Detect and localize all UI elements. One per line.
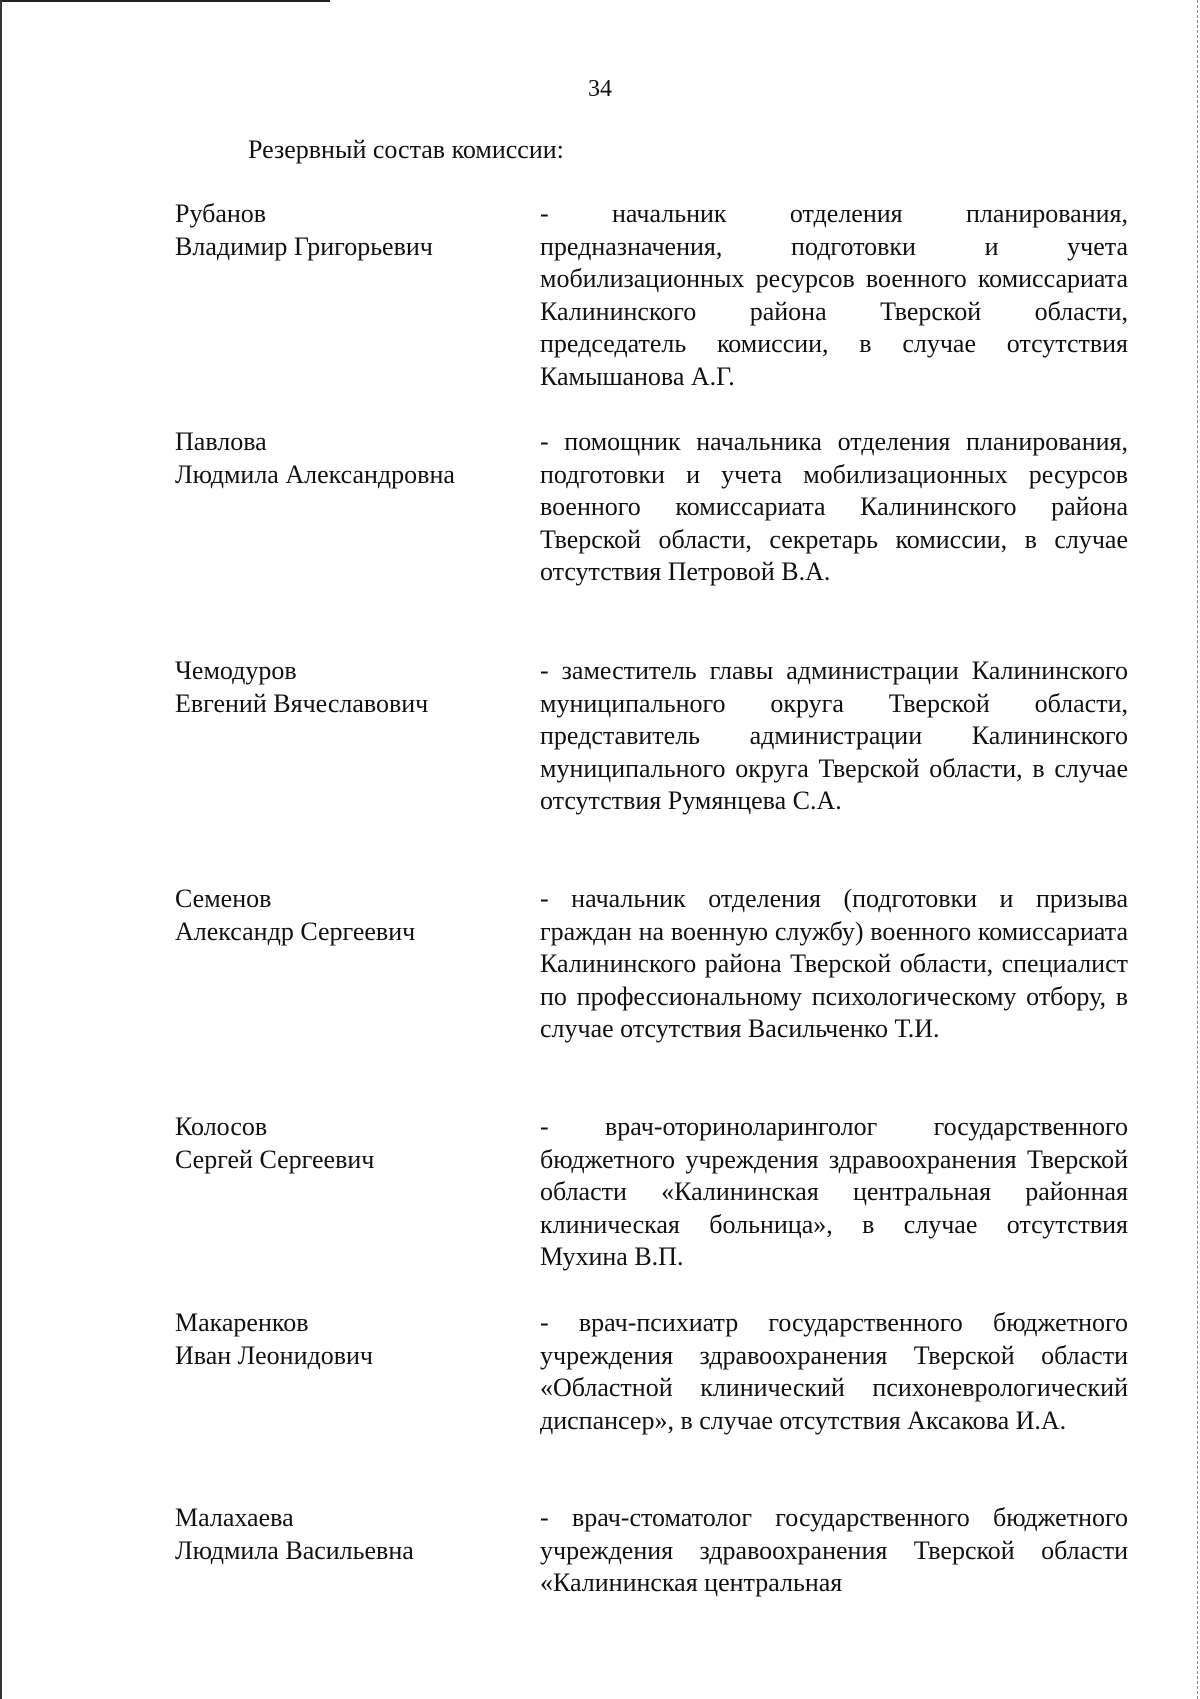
page-number: 34 [588,76,612,102]
member-description: - помощник начальника отделения планирования, подготовки и учета мобилизационных ресурсов военного комиссариата Калининского района Тверской области, секретарь комиссии, в случае отсутствия Петровой В.А. [540,427,1128,587]
member-description: - врач-психиатр государственного бюджетного учреждения здравоохранения Тверской области «Областной клинический психоневрологический диспансер», в случае отсутствия Аксакова И.А. [540,1308,1128,1435]
section-title: Резервный состав комиссии: [248,135,564,164]
member-description: - начальник отделения планирования, предназначения, подготовки и учета мобилизационных ресурсов военного комиссариата Калининского района Тверской области, председатель комиссии, в случае отсутствия Камышанова А.Г. [540,199,1128,391]
member-name [175,198,505,263]
scan-edge-right [1196,0,1198,1699]
member-first-patronymic: Иван Леонидович [175,1340,373,1370]
scan-edge-top [0,0,330,2]
member-last-name: Рубанов [175,199,267,228]
member-last-name: Семенов [175,884,272,913]
member-last-name: Малахаева [175,1503,294,1532]
member-name [175,1307,505,1372]
member-description: - начальник отделения (подготовки и призыва граждан на военную службу) военного комиссариата Калининского района Тверской области, специалист по профессиональному психологическому отбору, в случае отсутствия Васильченко Т.И. [540,884,1128,1044]
scan-edge-left [0,0,2,1699]
member-first-patronymic: Александр Сергеевич [175,916,416,946]
member-name [175,655,505,720]
member-name [175,426,505,491]
member-description: - врач-стоматолог государственного бюджетного учреждения здравоохранения Тверской области «Калининская центральная [540,1503,1128,1598]
member-last-name: Павлова [175,427,267,456]
member-last-name: Чемодуров [175,656,297,685]
member-description: - заместитель главы администрации Калининского муниципального округа Тверской области, представитель администрации Калининского муниципального округа Тверской области, в случае отсутствия Румянцева С.А. [540,656,1128,816]
member-last-name: Макаренков [175,1308,309,1337]
member-name [175,1502,505,1567]
member-description: - врач-оториноларинголог государственного бюджетного учреждения здравоохранения Тверской области «Калининская центральная районная клиническая больница», в случае отсутствия Мухина В.П. [540,1112,1128,1272]
member-first-patronymic: Сергей Сергеевич [175,1144,375,1174]
member-first-patronymic: Людмила Васильевна [175,1535,414,1565]
member-first-patronymic: Владимир Григорьевич [175,231,433,261]
member-first-patronymic: Евгений Вячеславович [175,688,429,718]
member-name [175,1111,505,1176]
member-name [175,883,505,948]
member-last-name: Колосов [175,1112,268,1141]
member-first-patronymic: Людмила Александровна [175,459,455,489]
